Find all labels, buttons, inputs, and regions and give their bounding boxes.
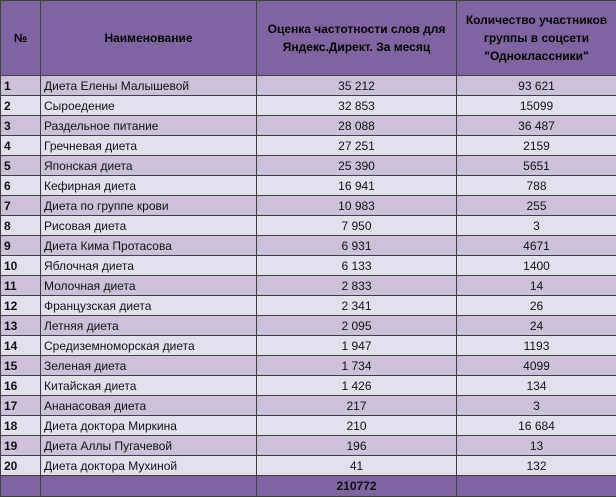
odnoklassniki-members: 26 <box>457 296 616 316</box>
diet-name: Диета Аллы Пугачевой <box>41 436 257 456</box>
diet-name: Сыроедение <box>41 96 257 116</box>
table-row <box>1 316 616 336</box>
table-row <box>1 156 616 176</box>
diet-name: Диета Елены Малышевой <box>41 76 257 96</box>
row-number: 3 <box>1 116 41 136</box>
table-row <box>1 356 616 376</box>
row-number: 7 <box>1 196 41 216</box>
odnoklassniki-members: 24 <box>457 316 616 336</box>
row-number: 19 <box>1 436 41 456</box>
diet-name: Гречневая диета <box>41 136 257 156</box>
table-row <box>1 336 616 356</box>
header-name: Наименование <box>41 1 257 76</box>
yandex-frequency: 1 734 <box>257 356 457 376</box>
diet-name: Молочная диета <box>41 276 257 296</box>
row-number: 15 <box>1 356 41 376</box>
yandex-frequency: 16 941 <box>257 176 457 196</box>
table-row <box>1 116 616 136</box>
odnoklassniki-members: 36 487 <box>457 116 616 136</box>
total-ok-cell <box>457 476 616 497</box>
yandex-frequency: 6 931 <box>257 236 457 256</box>
diet-name: Французская диета <box>41 296 257 316</box>
row-number: 4 <box>1 136 41 156</box>
table-row <box>1 196 616 216</box>
diet-name: Раздельное питание <box>41 116 257 136</box>
yandex-frequency: 196 <box>257 436 457 456</box>
yandex-frequency: 41 <box>257 456 457 476</box>
total-name-cell <box>41 476 257 497</box>
row-number: 11 <box>1 276 41 296</box>
yandex-frequency: 28 088 <box>257 116 457 136</box>
header-number: № <box>1 1 41 76</box>
yandex-frequency: 2 095 <box>257 316 457 336</box>
row-number: 1 <box>1 76 41 96</box>
row-number: 12 <box>1 296 41 316</box>
header-row <box>1 1 616 76</box>
row-number: 6 <box>1 176 41 196</box>
odnoklassniki-members: 1193 <box>457 336 616 356</box>
diet-name: Летняя диета <box>41 316 257 336</box>
odnoklassniki-members: 93 621 <box>457 76 616 96</box>
odnoklassniki-members: 2159 <box>457 136 616 156</box>
diet-name: Средиземноморская диета <box>41 336 257 356</box>
diet-name: Японская диета <box>41 156 257 176</box>
diet-name: Кефирная диета <box>41 176 257 196</box>
yandex-frequency: 7 950 <box>257 216 457 236</box>
table-row <box>1 416 616 436</box>
table-row <box>1 136 616 156</box>
odnoklassniki-members: 788 <box>457 176 616 196</box>
total-row <box>1 476 616 497</box>
yandex-frequency: 25 390 <box>257 156 457 176</box>
yandex-frequency: 210 <box>257 416 457 436</box>
diet-name: Диета Кима Протасова <box>41 236 257 256</box>
total-number-cell <box>1 476 41 497</box>
odnoklassniki-members: 13 <box>457 436 616 456</box>
table-row <box>1 436 616 456</box>
header-yandex-frequency: Оценка частотности слов для Яндекс.Директ. За месяц <box>257 1 457 76</box>
odnoklassniki-members: 14 <box>457 276 616 296</box>
table-row <box>1 76 616 96</box>
diet-name: Ананасовая диета <box>41 396 257 416</box>
table-row <box>1 276 616 296</box>
odnoklassniki-members: 15099 <box>457 96 616 116</box>
odnoklassniki-members: 4671 <box>457 236 616 256</box>
row-number: 14 <box>1 336 41 356</box>
diet-name: Китайская диета <box>41 376 257 396</box>
table-row <box>1 256 616 276</box>
odnoklassniki-members: 3 <box>457 216 616 236</box>
yandex-frequency: 2 833 <box>257 276 457 296</box>
odnoklassniki-members: 1400 <box>457 256 616 276</box>
odnoklassniki-members: 134 <box>457 376 616 396</box>
odnoklassniki-members: 132 <box>457 456 616 476</box>
yandex-frequency: 6 133 <box>257 256 457 276</box>
diet-name: Яблочная диета <box>41 256 257 276</box>
diet-name: Диета доктора Мухиной <box>41 456 257 476</box>
yandex-frequency: 27 251 <box>257 136 457 156</box>
odnoklassniki-members: 4099 <box>457 356 616 376</box>
table-row <box>1 176 616 196</box>
diet-name: Диета доктора Миркина <box>41 416 257 436</box>
table-row <box>1 396 616 416</box>
row-number: 9 <box>1 236 41 256</box>
table-row <box>1 456 616 476</box>
diet-name: Рисовая диета <box>41 216 257 236</box>
row-number: 13 <box>1 316 41 336</box>
row-number: 10 <box>1 256 41 276</box>
row-number: 20 <box>1 456 41 476</box>
row-number: 5 <box>1 156 41 176</box>
row-number: 17 <box>1 396 41 416</box>
table-row <box>1 236 616 256</box>
header-odnoklassniki-members: Количество участников группы в соцсети "Одноклассники" <box>457 1 616 76</box>
yandex-frequency: 1 426 <box>257 376 457 396</box>
total-yandex-value: 210772 <box>257 476 457 497</box>
odnoklassniki-members: 3 <box>457 396 616 416</box>
odnoklassniki-members: 255 <box>457 196 616 216</box>
table-row <box>1 376 616 396</box>
yandex-frequency: 217 <box>257 396 457 416</box>
yandex-frequency: 1 947 <box>257 336 457 356</box>
table-row <box>1 216 616 236</box>
yandex-frequency: 2 341 <box>257 296 457 316</box>
yandex-frequency: 10 983 <box>257 196 457 216</box>
odnoklassniki-members: 16 684 <box>457 416 616 436</box>
odnoklassniki-members: 5651 <box>457 156 616 176</box>
diet-name: Диета по группе крови <box>41 196 257 216</box>
table-row <box>1 296 616 316</box>
row-number: 18 <box>1 416 41 436</box>
table-row <box>1 96 616 116</box>
diet-name: Зеленая диета <box>41 356 257 376</box>
yandex-frequency: 35 212 <box>257 76 457 96</box>
row-number: 16 <box>1 376 41 396</box>
row-number: 2 <box>1 96 41 116</box>
row-number: 8 <box>1 216 41 236</box>
yandex-frequency: 32 853 <box>257 96 457 116</box>
